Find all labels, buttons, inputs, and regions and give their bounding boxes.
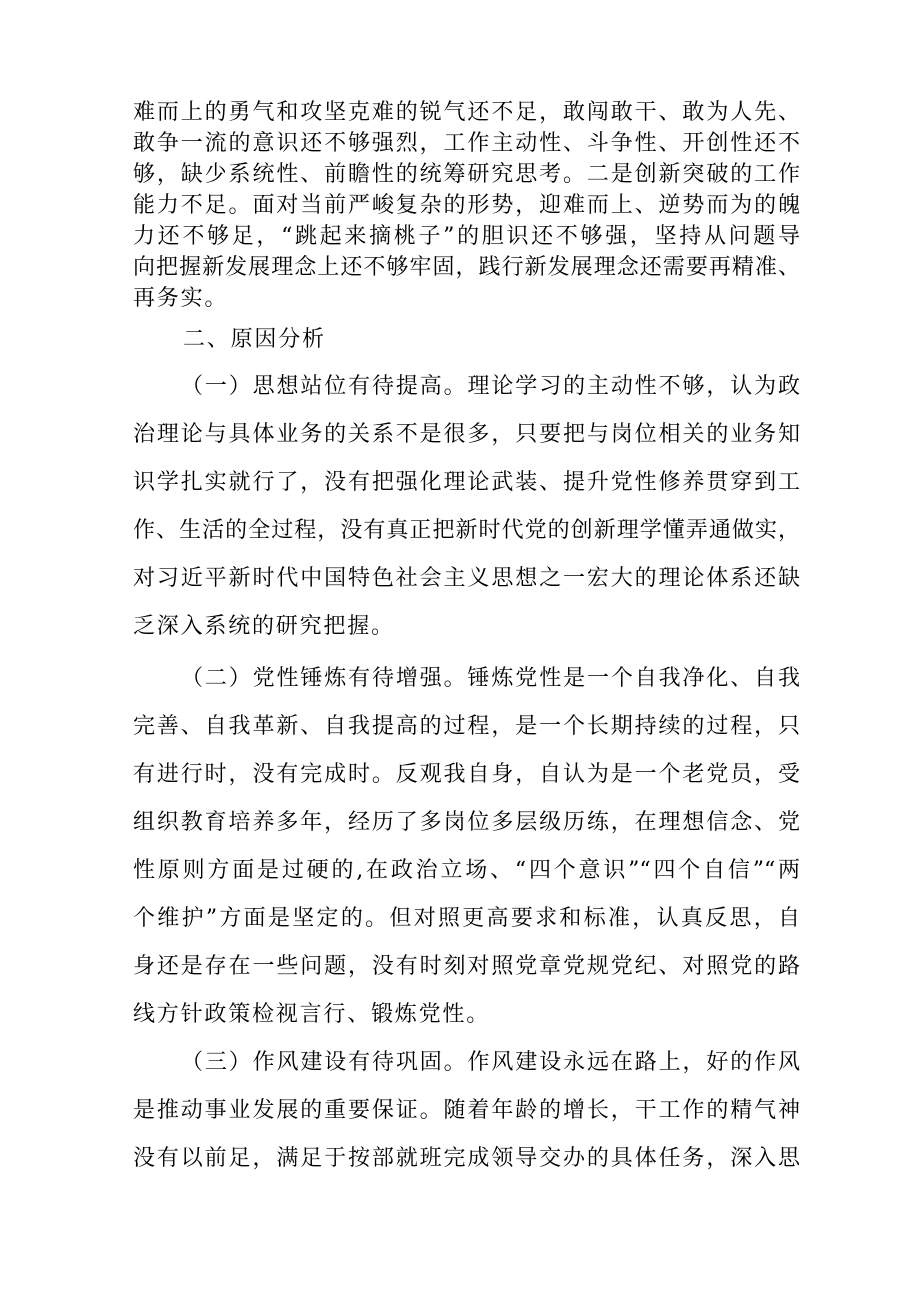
text-line: 够，缺少系统性、前瞻性的统筹研究思考。二是创新突破的工作 [133,162,800,187]
text-line: 组织教育培养多年，经历了多岗位多层级历练，在理想信念、党 [133,810,800,835]
text-line: （一）思想站位有待提高。理论学习的主动性不够，认为政 [181,374,800,399]
text-line: 性原则方面是过硬的,在政治立场、“四个意识”“四个自信”“两 [133,858,800,883]
text-line: 能力不足。面对当前严峻复杂的形势，迎难而上、逆势而为的魄 [133,193,800,218]
text-line: 向把握新发展理念上还不够牢固，践行新发展理念还需要再精准、 [133,255,800,280]
text-line: 难而上的勇气和攻坚克难的锐气还不足，敢闯敢干、敢为人先、 [133,100,800,125]
text-line: 有进行时，没有完成时。反观我自身，自认为是一个老党员，受 [133,762,800,787]
text-line: 个维护”方面是坚定的。但对照更高要求和标准，认真反思，自 [133,906,800,931]
text-line: 治理论与具体业务的关系不是很多，只要把与岗位相关的业务知 [133,422,800,447]
text-line: 敢争一流的意识还不够强烈，工作主动性、斗争性、开创性还不 [133,131,800,156]
text-line: 是推动事业发展的重要保证。随着年龄的增长，干工作的精气神 [133,1098,800,1123]
section-heading: 二、原因分析 [183,327,326,352]
text-line: 识学扎实就行了，没有把强化理论武装、提升党性修养贯穿到工 [133,470,800,495]
text-line: （三）作风建设有待巩固。作风建设永远在路上，好的作风 [181,1050,800,1075]
text-line: （二）党性锤炼有待增强。锤炼党性是一个自我净化、自我 [181,666,800,691]
text-line: 线方针政策检视言行、锻炼党性。 [133,1002,491,1027]
text-line: 对习近平新时代中国特色社会主义思想之一宏大的理论体系还缺 [133,566,800,591]
text-line: 完善、自我革新、自我提高的过程，是一个长期持续的过程，只 [133,714,800,739]
text-line: 乏深入系统的研究把握。 [133,614,395,639]
text-line: 没有以前足，满足于按部就班完成领导交办的具体任务，深入思 [133,1146,800,1171]
text-line: 身还是存在一些问题，没有时刻对照党章党规党纪、对照党的路 [133,954,800,979]
text-line: 作、生活的全过程，没有真正把新时代党的创新理学懂弄通做实， [133,518,800,543]
text-line: 再务实。 [133,286,229,311]
text-line: 力还不够足，“跳起来摘桃子”的胆识还不够强，坚持从问题导 [133,224,800,249]
